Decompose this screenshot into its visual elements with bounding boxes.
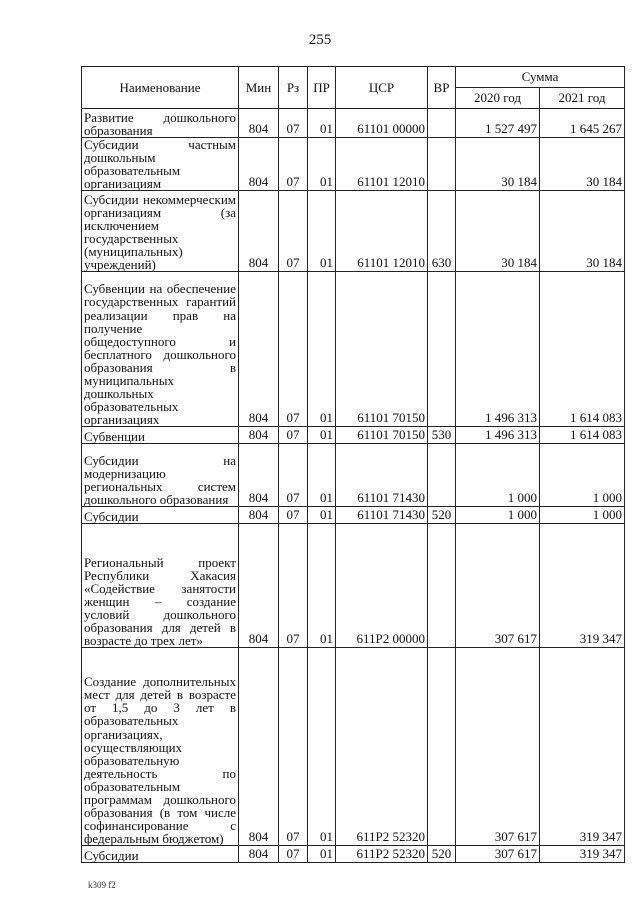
table-row: [82, 524, 625, 648]
table-row: [82, 191, 625, 272]
row-name: Субвенции на обеспечение государственных гарантий реализации прав на получение общедоступного и бесплатного дошкольного образования в муниципальных дошкольных образовательных организациях: [82, 272, 239, 427]
row-name: Субсидии: [82, 507, 239, 524]
row-rz: 07: [279, 109, 308, 138]
row-name: Субсидии на модернизацию региональных систем дошкольного образования: [82, 444, 239, 507]
row-min: 804: [239, 138, 279, 191]
row-sum-2021: 30 184: [540, 191, 625, 272]
row-vr: [428, 109, 456, 138]
row-pr: 01: [308, 427, 336, 444]
row-csr: 61101 70150: [336, 272, 428, 427]
row-sum-2020: 307 617: [456, 524, 540, 648]
row-csr: 61101 70150: [336, 427, 428, 444]
row-sum-2020: 1 527 497: [456, 109, 540, 138]
row-sum-2020: 1 000: [456, 507, 540, 524]
row-pr: 01: [308, 444, 336, 507]
row-sum-2021: 319 347: [540, 524, 625, 648]
row-rz: 07: [279, 138, 308, 191]
header-year-2021: 2021 год: [540, 88, 625, 109]
header-csr: ЦСР: [336, 67, 428, 109]
table-row: [82, 272, 625, 427]
row-rz: 07: [279, 524, 308, 648]
row-sum-2021: 1 614 083: [540, 427, 625, 444]
row-sum-2020: 30 184: [456, 138, 540, 191]
row-name: Субсидии частным дошкольным образовательным организациям: [82, 138, 239, 191]
header-pr: ПР: [308, 67, 336, 109]
table-row: [82, 648, 625, 846]
row-rz: 07: [279, 427, 308, 444]
row-min: 804: [239, 524, 279, 648]
row-vr: 630: [428, 191, 456, 272]
table-row: [82, 427, 625, 444]
row-name: Создание дополнительных мест для детей в возрасте от 1,5 до 3 лет в образовательных организациях, осуществляющих образовательную деятельность по образовательным программам дошкольного образования (в том числе софинансирование с федеральным бюджетом): [82, 648, 239, 846]
row-csr: 61101 71430: [336, 444, 428, 507]
row-sum-2021: 319 347: [540, 648, 625, 846]
row-name: Субвенции: [82, 427, 239, 444]
table-row: [82, 846, 625, 863]
row-csr: 611Р2 00000: [336, 524, 428, 648]
row-csr: 61101 12010: [336, 191, 428, 272]
row-sum-2021: 1 000: [540, 507, 625, 524]
row-csr: 61101 12010: [336, 138, 428, 191]
row-vr: [428, 138, 456, 191]
row-sum-2020: 307 617: [456, 846, 540, 863]
row-min: 804: [239, 191, 279, 272]
row-min: 804: [239, 648, 279, 846]
row-rz: 07: [279, 444, 308, 507]
row-sum-2021: 1 645 267: [540, 109, 625, 138]
row-vr: 520: [428, 507, 456, 524]
header-sum: Сумма: [456, 67, 625, 88]
row-vr: [428, 444, 456, 507]
table-row: [82, 507, 625, 524]
table-row: [82, 109, 625, 138]
row-rz: 07: [279, 507, 308, 524]
row-pr: 01: [308, 272, 336, 427]
row-vr: [428, 648, 456, 846]
row-pr: 01: [308, 191, 336, 272]
row-rz: 07: [279, 846, 308, 863]
row-pr: 01: [308, 524, 336, 648]
row-min: 804: [239, 272, 279, 427]
row-min: 804: [239, 444, 279, 507]
header-min: Мин: [239, 67, 279, 109]
row-sum-2020: 307 617: [456, 648, 540, 846]
row-vr: 530: [428, 427, 456, 444]
row-csr: 61101 00000: [336, 109, 428, 138]
row-sum-2021: 30 184: [540, 138, 625, 191]
row-pr: 01: [308, 648, 336, 846]
header-rz: Рз: [279, 67, 308, 109]
budget-table: [81, 66, 625, 863]
row-csr: 61101 71430: [336, 507, 428, 524]
row-name: Региональный проект Республики Хакасия «Содействие занятости женщин – создание условий дошкольного образования для детей в возрасте до трех лет»: [82, 524, 239, 648]
header-year-2020: 2020 год: [456, 88, 540, 109]
table-header: [82, 67, 625, 109]
row-rz: 07: [279, 272, 308, 427]
row-vr: 520: [428, 846, 456, 863]
footer-code: k309 f2: [88, 880, 116, 890]
row-sum-2021: 1 000: [540, 444, 625, 507]
row-name: Развитие дошкольного образования: [82, 109, 239, 138]
row-name: Субсидии некоммерческим организациям (за исключением государственных (муниципальных) учреждений): [82, 191, 239, 272]
row-pr: 01: [308, 109, 336, 138]
row-sum-2020: 30 184: [456, 191, 540, 272]
row-pr: 01: [308, 507, 336, 524]
row-min: 804: [239, 507, 279, 524]
row-name: Субсидии: [82, 846, 239, 863]
header-name: Наименование: [82, 67, 239, 109]
table-row: [82, 138, 625, 191]
row-pr: 01: [308, 138, 336, 191]
row-csr: 611Р2 52320: [336, 846, 428, 863]
row-sum-2020: 1 496 313: [456, 272, 540, 427]
row-csr: 611Р2 52320: [336, 648, 428, 846]
row-vr: [428, 524, 456, 648]
row-rz: 07: [279, 648, 308, 846]
row-rz: 07: [279, 191, 308, 272]
row-sum-2021: 319 347: [540, 846, 625, 863]
page-number: 255: [308, 32, 332, 48]
row-min: 804: [239, 427, 279, 444]
row-sum-2020: 1 000: [456, 444, 540, 507]
row-min: 804: [239, 109, 279, 138]
row-pr: 01: [308, 846, 336, 863]
header-vr: ВР: [428, 67, 456, 109]
row-vr: [428, 272, 456, 427]
table-row: [82, 444, 625, 507]
row-min: 804: [239, 846, 279, 863]
row-sum-2021: 1 614 083: [540, 272, 625, 427]
row-sum-2020: 1 496 313: [456, 427, 540, 444]
